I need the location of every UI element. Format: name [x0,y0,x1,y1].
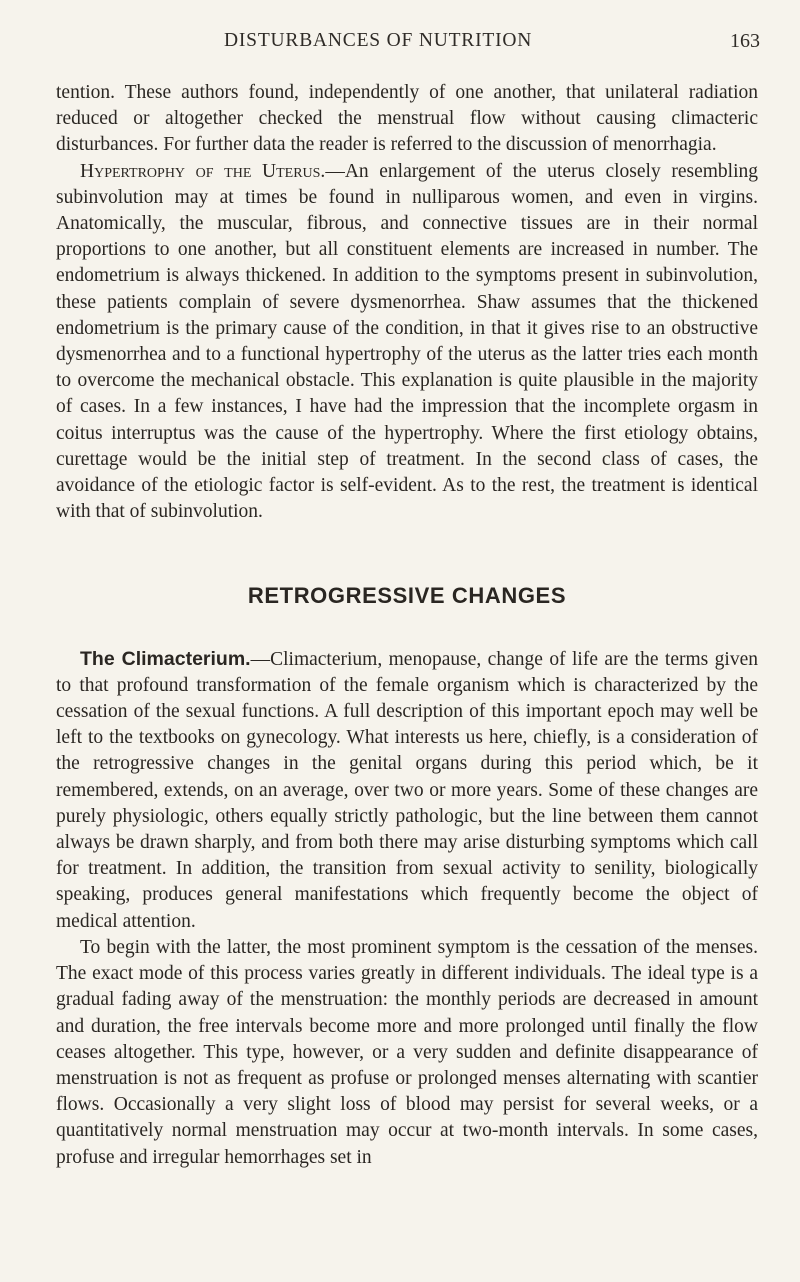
paragraph-hypertrophy [56,159,758,526]
paragraph-menses: To begin with the latter, the most prominent symptom is the cessation of the menses. The exact mode of this process varies greatly in different individuals. The ideal type is a gradual fading away of the menstruation: the monthly periods are decreased in amount and duration, the free intervals become more and more prolonged until finally the flow ceases altogether. This type, however, or a very sudden and definite disappearance of menstruation is not as frequent as profuse or prolonged menses alternating with scantier flows. Occasionally a very slight loss of blood may persist for several weeks, or a quantitatively normal menstruation may occur at two-month intervals. In some cases, profuse and irregular hemorrhages set in [56,936,758,1168]
running-head: DISTURBANCES OF NUTRITION [224,30,533,51]
paragraph-climacterium-text: —Climacterium, menopause, change of life are the terms given to that profound transformation of the female organism which is characterized by the cessation of the sexual functions. A full description of this important epoch may well be left to the textbooks on gynecology. What interests us here, chiefly, is a consideration of the retrogressive changes in the genital organs during this period which, be it remembered, extends, on an average, over two or more years. Some of these changes are purely physiologic, others equally strictly pathologic, but the line between them cannot always be drawn sharply, and from both there may arise disturbing symptoms which call for treatment. In addition, the transition from sexual activity to senility, biologically speaking, produces general manifestations which frequently become the object of medical attention. [56,648,758,932]
body-text [56,80,758,1171]
section-heading: RETROGRESSIVE CHANGES [247,583,567,609]
page-number: 163 [730,30,760,52]
run-in-heading-hypertrophy: Hypertrophy of the Uterus. [80,160,326,182]
paragraph-hypertrophy-text: —An enlargement of the uterus closely resembling subinvolution may at times be found in nulliparous women, and even in virgins. Anatomically, the muscular, fibrous, and connective tissues are in their normal proportions to one another, but all constituent elements are increased in number. The endometrium is always thickened. In addition to the symptoms present in subinvolution, these patients complain of severe dysmenorrhea. Shaw assumes that the thickened endometrium is the primary cause of the condition, in that it gives rise to an obstructive dysmenorrhea and to a functional hypertrophy of the uterus as the latter tries each month to overcome the mechanical obstacle. This explanation is quite plausible in the majority of cases. In a few instances, I have had the impression that the incomplete orgasm in coitus interruptus was the cause of the hypertrophy. Where the first etiology obtains, curettage would be the initial step of treatment. In the second class of cases, the avoidance of the etiologic factor is self-evident. As to the rest, the treatment is identical with that of subinvolution. [56,160,758,523]
paragraph-climacterium [56,646,758,935]
paragraph-continued: tention. These authors found, independently of one another, that unilateral radiation reduced or altogether checked the menstrual flow without causing climacteric disturbances. For further data the reader is referred to the discussion of menorrhagia. [56,82,758,156]
run-in-heading-climacterium: The Climacterium. [80,647,251,670]
page-header [56,30,760,60]
